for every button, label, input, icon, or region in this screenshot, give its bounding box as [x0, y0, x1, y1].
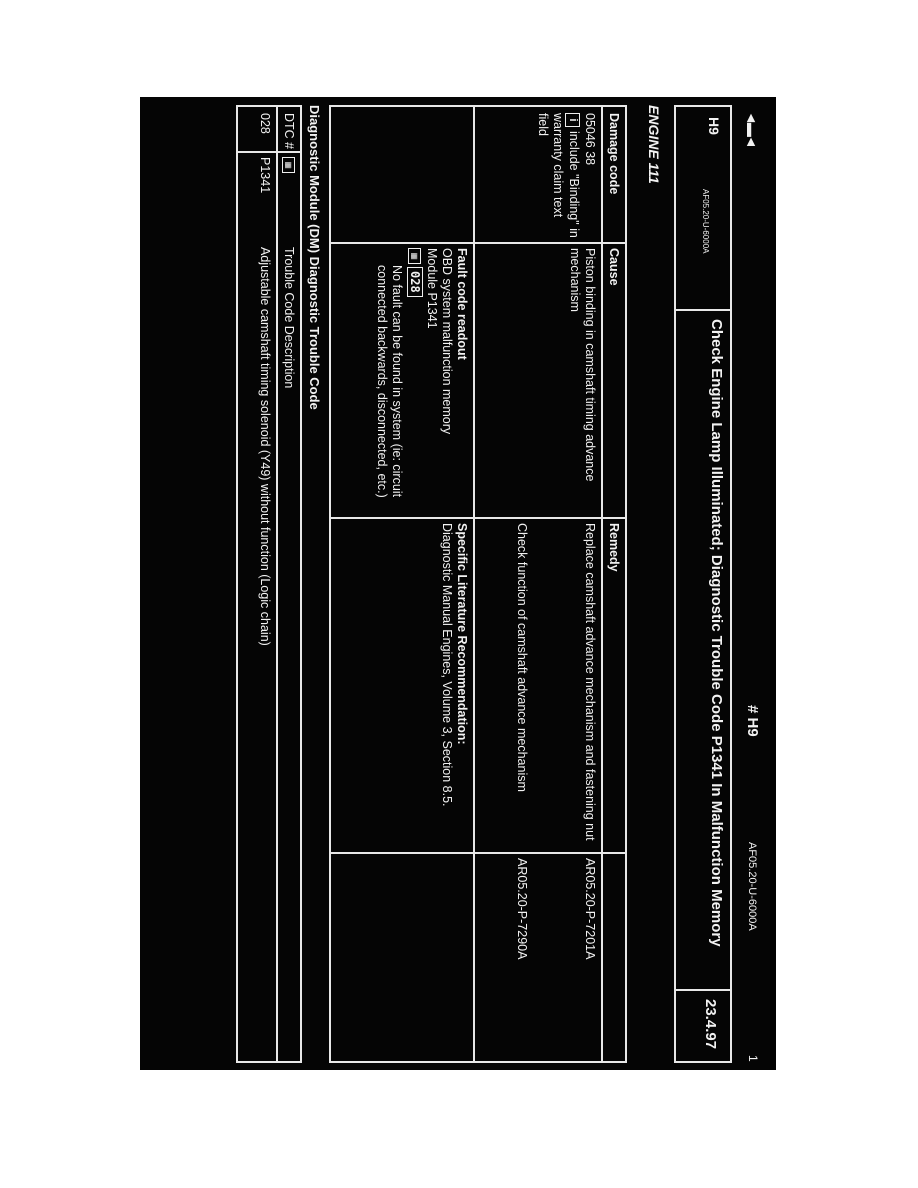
fault-line-1: OBD system malfunction memory — [440, 248, 454, 435]
dtc-table — [236, 105, 302, 1063]
fault-line-2: Module P1341 — [425, 248, 439, 329]
remedy-text-2: Check function of camshaft advance mechanism — [515, 523, 529, 792]
damage-code-value: 05046 38 — [583, 113, 597, 166]
header-remedy: Remedy — [607, 523, 621, 572]
dtc-header: DTC # — [282, 113, 296, 150]
note-text: include "Binding" in warranty claim text field — [536, 113, 581, 238]
header-date-cell — [676, 989, 730, 1061]
row-divider — [276, 107, 278, 1061]
col-divider — [238, 151, 300, 153]
header-title: Check Engine Lamp Illuminated; Diagnostic Trouble Code P1341 In Malfunction Memory — [708, 319, 725, 947]
literature-heading: Specific Literature Recommendation: — [455, 523, 469, 745]
remedy-ref: AR05.20-P-7201A — [583, 858, 597, 960]
remedy-ref-2: AR05.20-P-7290A — [515, 858, 529, 960]
page-number: 1 — [746, 1055, 760, 1062]
fault-note: No fault can be found in system (ie: circuit connected backwards, disconnected, etc.) — [375, 265, 404, 498]
dm-icon-header — [282, 157, 297, 176]
section-label: ENGINE 111 — [646, 105, 662, 184]
fault-code: 028 — [407, 267, 423, 297]
header-code: H9 — [706, 117, 722, 135]
row-divider — [473, 107, 475, 1061]
remedy-text: Replace camshaft advance mechanism and fastening nut — [583, 523, 597, 841]
header-date: 23.4.97 — [702, 999, 719, 1050]
col-divider — [331, 852, 625, 854]
row-divider — [601, 107, 603, 1061]
diagnosis-table — [329, 105, 627, 1063]
dtc-description: Adjustable camshaft timing solenoid (Y49) without function (Logic chain) — [258, 247, 272, 646]
info-icon: i — [565, 113, 580, 127]
dm-device-icon: ▦ — [408, 248, 421, 264]
literature-text: Diagnostic Manual Engines, Volume 3, Section 8.5. — [440, 523, 454, 807]
dtc-value: 028 — [258, 113, 272, 134]
header-box — [674, 105, 732, 1063]
col-divider — [331, 517, 625, 519]
brand-logo-icon: ◄▬◄ — [744, 111, 760, 147]
damage-code-note — [536, 113, 581, 239]
scanned-document — [140, 97, 776, 1070]
dtc-pcode: P1341 — [258, 157, 272, 194]
header-cause: Cause — [607, 248, 621, 286]
description-header: Trouble Code Description — [282, 247, 296, 389]
header-doc-ref: AF05.20-U-6000A — [701, 189, 710, 254]
header-code-cell — [676, 107, 730, 311]
col-divider — [331, 242, 625, 244]
dm-device-icon: ▦ — [282, 157, 295, 173]
fault-heading: Fault code readout — [455, 248, 469, 360]
dm-section-title: Diagnostic Module (DM) Diagnostic Trouble Code — [307, 105, 322, 410]
rotated-page — [140, 97, 770, 1070]
cause-text: Piston binding in camshaft timing advance mechanism — [568, 248, 597, 482]
fault-code-line — [407, 248, 423, 297]
doc-ref: AF05.20-U-6000A — [746, 842, 758, 931]
top-bar — [740, 97, 762, 1070]
header-damage-code: Damage code — [607, 113, 621, 195]
doc-number: # H9 — [744, 705, 761, 737]
